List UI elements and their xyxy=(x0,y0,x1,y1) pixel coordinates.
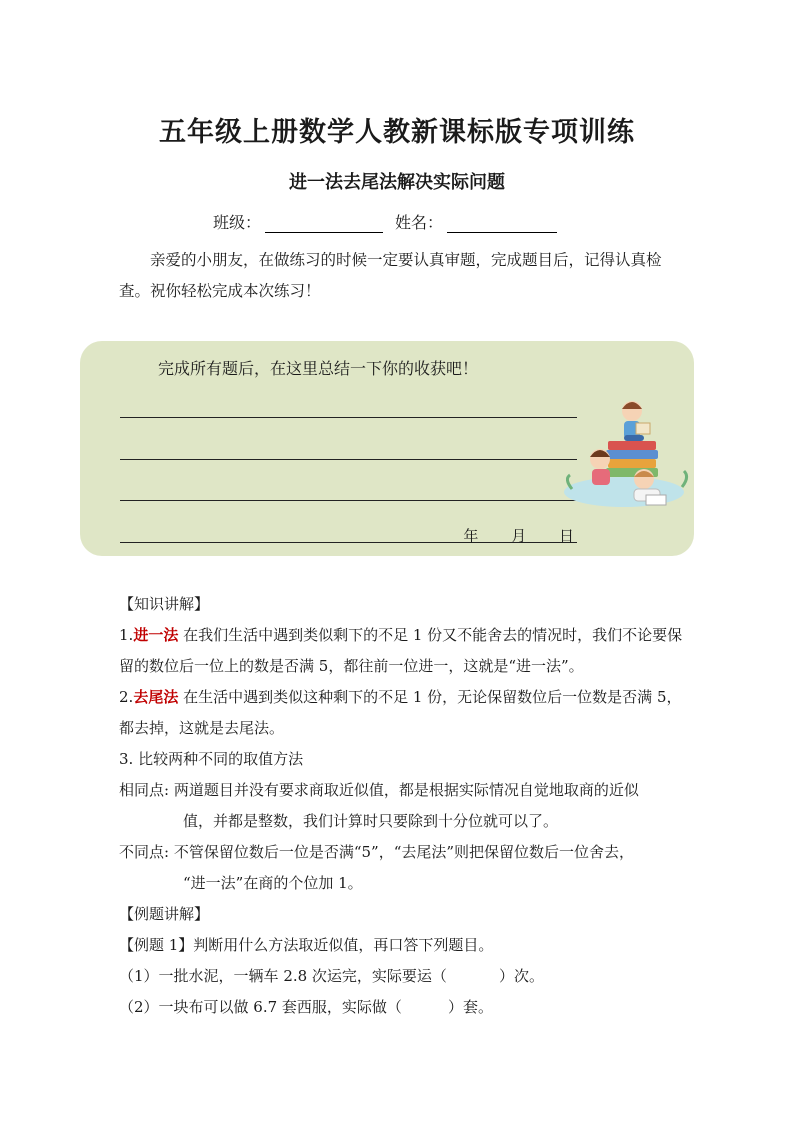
summary-line[interactable] xyxy=(120,417,577,418)
diff-label: 不同点: xyxy=(119,843,170,861)
summary-box xyxy=(80,341,694,556)
question-text: ）套。 xyxy=(447,998,493,1016)
summary-line[interactable] xyxy=(120,500,577,501)
children-reading-illustration xyxy=(562,397,692,519)
intro-text: 亲爱的小朋友，在做练习的时候一定要认真审题，完成题目后，记得认真检查。祝你轻松完成本次练习！ xyxy=(119,251,662,300)
diff-point-cont: “进一法”在商的个位加 1。 xyxy=(183,874,363,892)
knowledge-item-2 xyxy=(119,682,684,744)
summary-line[interactable] xyxy=(120,459,577,460)
knowledge-heading: 【知识讲解】 xyxy=(119,595,210,613)
example-1: 【例题 1】判断用什么方法取近似值，再口答下列题目。 xyxy=(119,936,494,954)
examples-heading: 【例题讲解】 xyxy=(119,905,210,923)
same-text: 两道题目并没有要求商取近似值，都是根据实际情况自觉地取商的近似 xyxy=(169,781,639,799)
item-number: 1. xyxy=(119,626,134,644)
knowledge-item-1 xyxy=(119,620,684,682)
diff-text: 不管保留位数后一位是否满“5”，“去尾法”则把保留位数后一位舍去， xyxy=(169,843,635,861)
question-2 xyxy=(119,992,684,1023)
page-subtitle: 进一法去尾法解决实际问题 xyxy=(289,172,505,193)
item-text: 在我们生活中遇到类似剩下的不足 1 份又不能舍去的情况时，我们不论要保留的数位后一位上的数是否满 5，都往前一位进一，这就是“进一法”。 xyxy=(119,626,683,675)
question-text: ）次。 xyxy=(498,967,544,985)
term-quweifa: 去尾法 xyxy=(133,688,179,706)
knowledge-item-3: 3. 比较两种不同的取值方法 xyxy=(119,750,304,768)
same-point-cont: 值，并都是整数，我们计算时只要除到十分位就可以了。 xyxy=(183,812,559,830)
class-label: 班级： xyxy=(213,213,262,232)
page-title: 五年级上册数学人教新课标版专项训练 xyxy=(159,117,635,148)
question-1 xyxy=(119,961,684,992)
day-label: 日 xyxy=(558,527,574,545)
name-label: 姓名： xyxy=(395,213,444,232)
item-text: 在生活中遇到类似这种剩下的不足 1 份，无论保留数位后一位数是否满 5，都去掉，这就是去尾法。 xyxy=(119,688,682,737)
name-field[interactable] xyxy=(447,214,557,233)
same-label: 相同点: xyxy=(119,781,170,799)
summary-title: 完成所有题后，在这里总结一下你的收获吧！ xyxy=(158,359,479,378)
term-jinyifa: 进一法 xyxy=(133,626,179,644)
knowledge-section xyxy=(119,589,684,1023)
item-number: 2. xyxy=(119,688,134,706)
month-label: 月 xyxy=(511,527,527,545)
class-field[interactable] xyxy=(265,214,383,233)
same-point xyxy=(119,775,684,806)
student-info-line xyxy=(213,210,565,233)
question-text: （2）一块布可以做 6.7 套西服，实际做（ xyxy=(119,998,402,1016)
question-text: （1）一批水泥，一辆车 2.8 次运完，实际要运（ xyxy=(119,967,447,985)
summary-date xyxy=(435,525,574,546)
year-label: 年 xyxy=(463,527,479,545)
diff-point xyxy=(119,837,684,868)
